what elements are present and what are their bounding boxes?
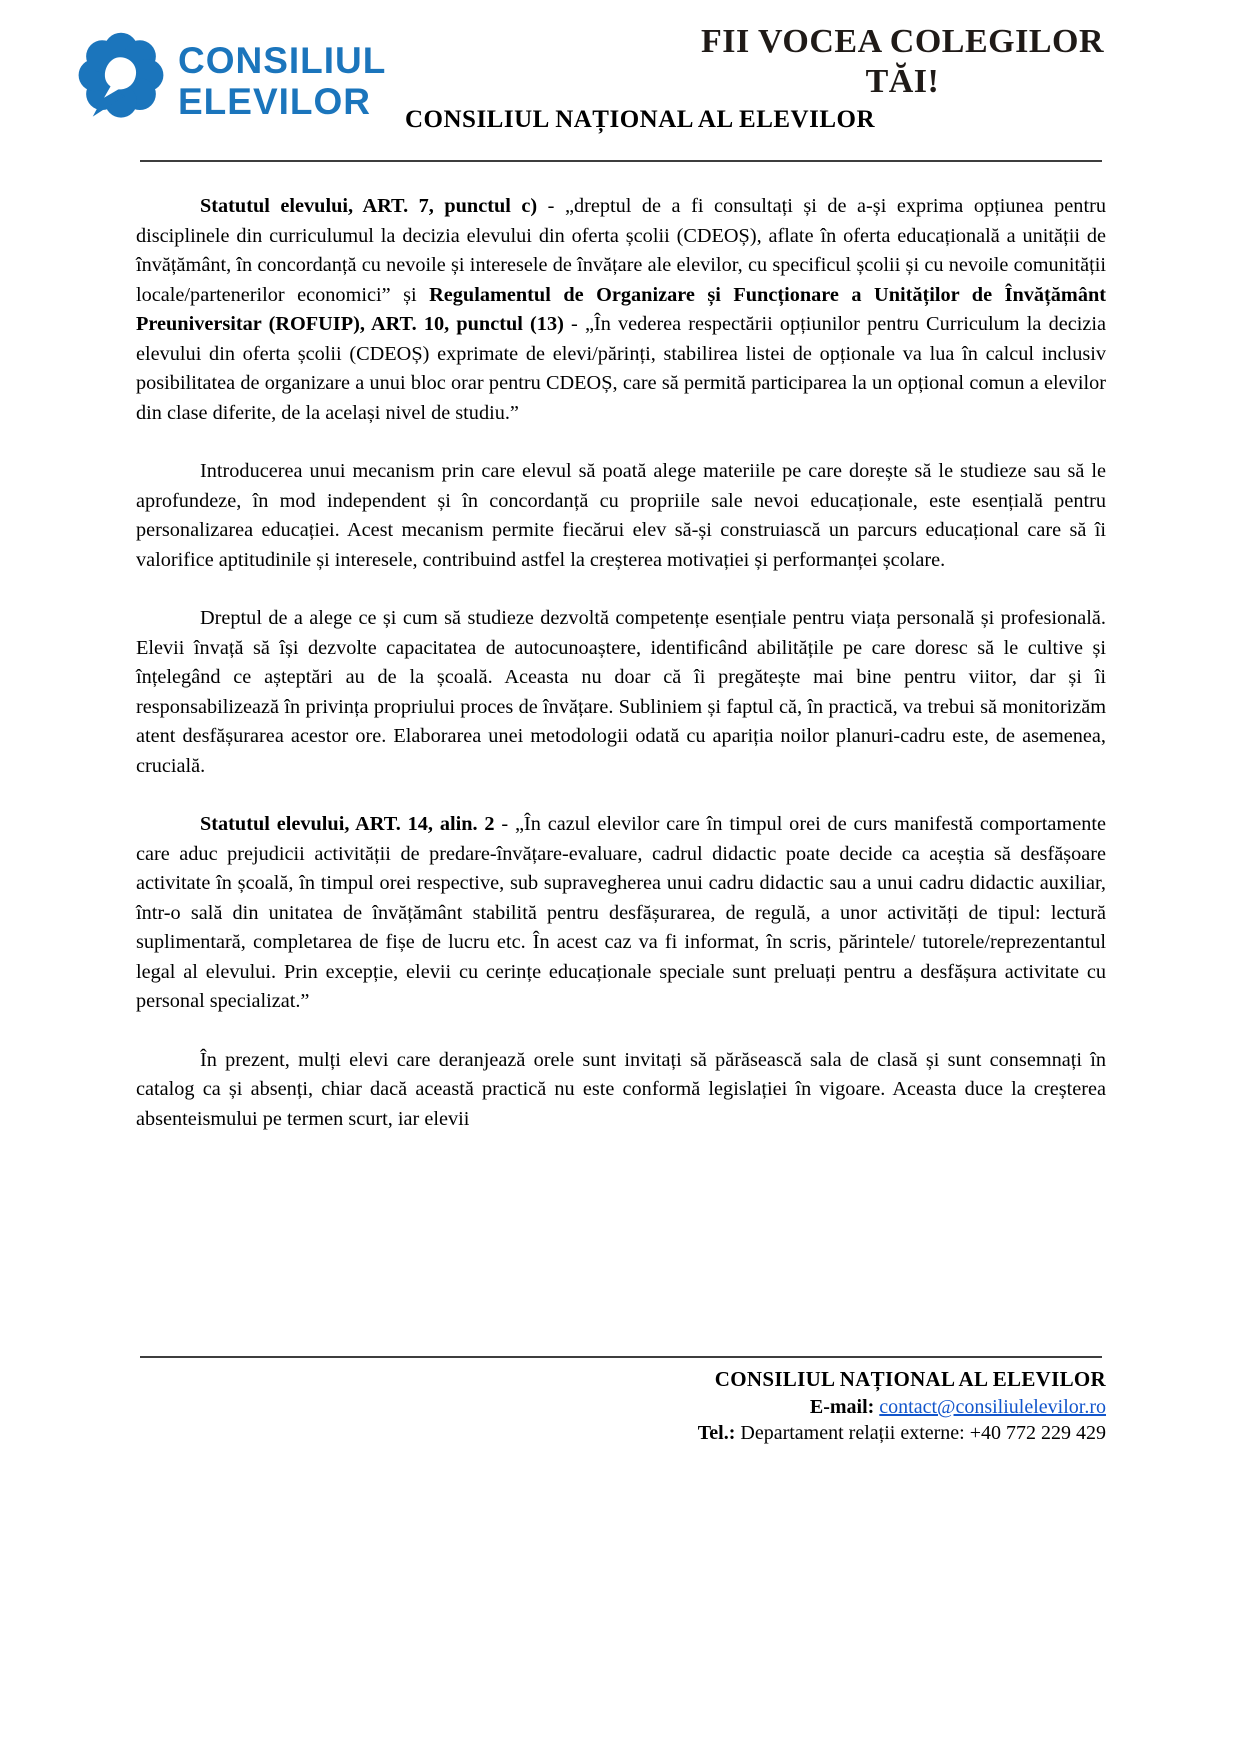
slogan-line2: TĂI!: [865, 63, 940, 100]
footer-email-label: E-mail:: [809, 1396, 875, 1418]
slogan: [701, 22, 1104, 102]
header-divider: [140, 160, 1102, 162]
document-body: [136, 192, 1106, 1163]
logo-wordmark-line1: CONSILIUL: [178, 40, 387, 81]
paragraph-right-to-choose: Dreptul de a alege ce și cum să studieze dezvoltă competențe esențiale pentru viața personală și profesională. Elevii învață să își dezvolte capacitatea de autocunoaștere, identificând abilitățile pe care doresc să le cultive și înțelegând ce așteptări au de la școală. Aceasta nu doar că îi pregătește mai bine pentru viitor, dar și îi responsabilizează în privința propriului proces de învățare. Subliniem și faptul că, în practică, va trebui să monitorizăm atent desfășurarea acestor ore. Elaborarea unei metodologii odată cu apariția noilor planuri-cadru este, de asemenea, crucială.: [136, 607, 1106, 777]
paragraph-statute-art7: Statutul elevului, ART. 7, punctul c) - „dreptul de a fi consultați și de a-și exprima opțiunea pentru disciplinele din curriculumul la decizia elevului din oferta școlii (CDEOȘ), aflate în oferta educațională a unității de învățământ, în concordanță cu nevoile și interesele de învățare ale elevilor, cu specificul școlii și cu nevoile comunității locale/partenerilor economici” și Regulamentul de Organizare și Funcționare a Unităților de Învățământ Preuniversitar (ROFUIP), ART. 10, punctul (13) - „În vederea respectării opțiunilor pentru Curriculum la decizia elevului din oferta școlii (CDEOȘ) exprimate de elevi/părinți, stabilirea listei de opționale va lua în calcul inclusiv posibilitatea de organizare a unui bloc orar pentru CDEOȘ, care să permită participarea la un opțional comun a elevilor din clase diferite, de la același nivel de studiu.”: [136, 195, 1106, 424]
footer-tel-line: [698, 1420, 1106, 1446]
footer-divider: [140, 1356, 1102, 1358]
slogan-line1: FII VOCEA COLEGILOR: [700, 23, 1104, 60]
logo-wordmark: [178, 40, 386, 122]
footer-org-name: CONSILIUL NAȚIONAL AL ELEVILOR: [714, 1367, 1106, 1391]
paragraph-statute-art14: Statutul elevului, ART. 14, alin. 2 - „În cazul elevilor care în timpul orei de curs manifestă comportamente care aduc prejudicii activității de predare-învățare-evaluare, cadrul didactic poate decide ca aceștia să desfășoare activitate în școală, în timpul orei respective, sub supravegherea unui cadru didactic sau a unui cadru didactic auxiliar, într-o sală din unitatea de învățământ stabilită pentru desfășurarea, de regulă, a unor activități de tipul: lectură suplimentară, completarea de fișe de lucru etc. În acest caz va fi informat, în scris, părintele/ tutorele/reprezentantul legal al elevului. Prin excepție, elevii cu cerințe educaționale speciale sunt preluați pentru a desfășura activitate cu personal specializat.”: [136, 813, 1106, 1012]
logo-wordmark-line2: ELEVILOR: [178, 81, 372, 122]
consiliul-elevilor-logo-icon: [72, 26, 170, 135]
paragraph-present-situation: În prezent, mulți elevi care deranjează orele sunt invitați să părăsească sala de clasă și sunt consemnați în catalog ca și absenți, chiar dacă această practică nu este conformă legislației în vigoare. Aceasta duce la creșterea absenteismului pe termen scurt, iar elevii: [136, 1048, 1106, 1130]
footer-tel-label: Tel.:: [697, 1422, 736, 1444]
footer: [698, 1366, 1106, 1446]
footer-email-line: [698, 1394, 1106, 1420]
header-org-title: CONSILIUL NAȚIONAL AL ELEVILOR: [405, 106, 876, 133]
footer-email-link[interactable]: contact@consiliulelevilor.ro: [879, 1396, 1106, 1418]
footer-tel-value: Departament relații externe: +40 772 229 429: [740, 1422, 1106, 1444]
paragraph-mechanism: Introducerea unui mecanism prin care elevul să poată alege materiile pe care dorește să le studieze sau să le aprofundeze, în mod independent și în concordanță cu propriile sale nevoi educaționale, este esențială pentru personalizarea educației. Acest mecanism permite fiecărui elev să-și construiască un parcurs educațional care să îi valorifice aptitudinile și interesele, contribuind astfel la creșterea motivației și performanței școlare.: [136, 460, 1106, 571]
